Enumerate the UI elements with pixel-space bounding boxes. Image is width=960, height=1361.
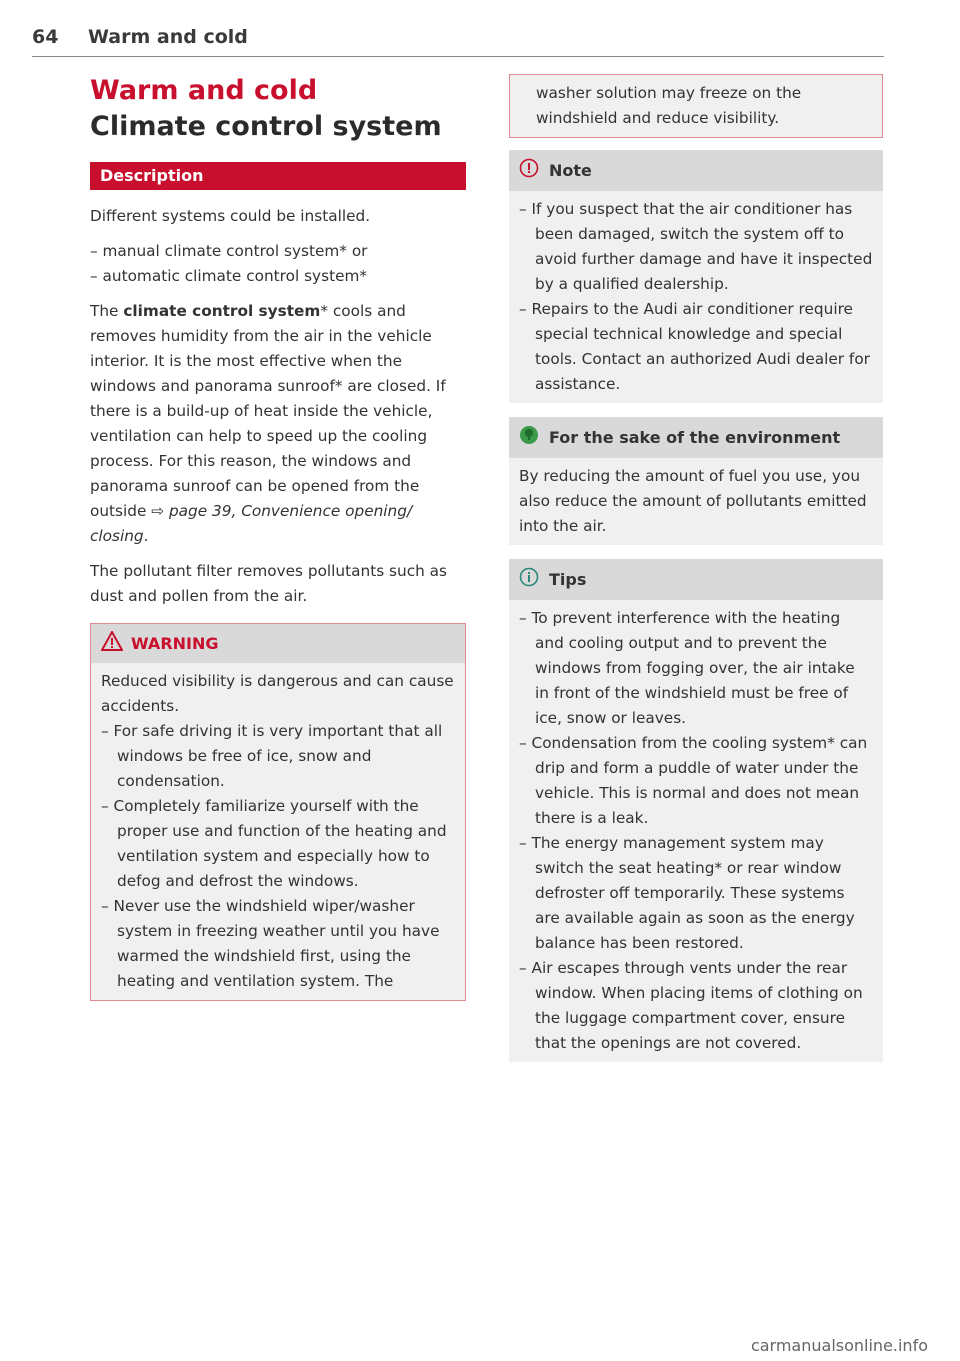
list-item: – automatic climate control system* <box>90 267 368 285</box>
warning-intro: Reduced visibility is dangerous and can cause accidents. <box>101 672 454 715</box>
environment-text: By reducing the amount of fuel you use, you also reduce the amount of pollutants emitted into the air. <box>519 467 867 535</box>
list-item: – To prevent interference with the heating and cooling output and to prevent the windows from fogging over, the air intake in front of the windshield must be free of ice, snow or leaves. <box>519 609 855 727</box>
section-title: Climate control system <box>90 111 442 142</box>
watermark: carmanualsonline.info <box>750 1336 928 1355</box>
warning-header <box>91 624 465 663</box>
right-column <box>509 74 883 1062</box>
para-lead: The <box>90 302 124 320</box>
list-item: – The energy management system may switch the seat heating* or rear window defroster off temporarily. These systems are available again as soon as the energy balance has been restored. <box>519 834 855 952</box>
environment-box <box>509 417 883 545</box>
warning-title: WARNING <box>131 633 219 653</box>
list-item: – If you suspect that the air conditioner has been damaged, switch the system off to avoid further damage and have it inspected by a qualified dealership. <box>519 200 873 293</box>
tips-list <box>519 606 873 1056</box>
note-title: Note <box>549 160 592 180</box>
running-header-section: Warm and cold <box>88 26 248 48</box>
intro-text: Different systems could be installed. <box>90 207 371 225</box>
tree-icon <box>519 425 539 450</box>
list-item: – For safe driving it is very important that all windows be free of ice, snow and condensation. <box>101 722 443 790</box>
warning-cont-text: washer solution may freeze on the windshield and reduce visibility. <box>536 84 802 127</box>
para-rest: * cools and removes humidity from the air in the vehicle interior. It is the most effective when the windows and panorama sunroof* are closed. If there is a build-up of heat inside the vehicle, ventilation can help to speed up the cooling process. For this reason, the windows and panorama sunroof can be opened from the outside <box>90 302 446 520</box>
tips-box <box>509 559 883 1062</box>
list-item: – manual climate control system* or <box>90 242 368 260</box>
warning-triangle-icon <box>101 631 123 656</box>
para-end: . <box>143 527 149 545</box>
note-box <box>509 150 883 403</box>
climate-paragraph <box>90 299 466 549</box>
warning-body <box>91 663 465 1000</box>
list-item: – Air escapes through vents under the rear window. When placing items of clothing on the luggage compartment cover, ensure that the openings are not covered. <box>519 959 863 1052</box>
para-bold-term: climate control system <box>123 302 321 320</box>
list-item: – Completely familiarize yourself with the proper use and function of the heating and ventilation system and especially how to defog and defrost the windows. <box>101 797 447 890</box>
filter-paragraph: The pollutant filter removes pollutants such as dust and pollen from the air. <box>90 562 448 605</box>
systems-list <box>90 239 466 289</box>
tips-title: Tips <box>549 569 587 589</box>
tips-header <box>509 559 883 600</box>
left-column <box>90 74 466 1001</box>
tips-body <box>509 600 883 1062</box>
note-body <box>509 191 883 403</box>
warning-continuation <box>509 74 883 138</box>
page-number: 64 <box>32 26 59 48</box>
environment-title: For the sake of the environment <box>549 427 841 447</box>
description-heading-bar: Description <box>90 162 466 190</box>
cross-reference-link[interactable]: ⇨ page 39, Convenience opening/ closing <box>90 502 413 545</box>
environment-body <box>509 458 883 545</box>
warning-list <box>101 719 455 994</box>
list-item: – Repairs to the Audi air conditioner require special technical knowledge and special tools. Contact an authorized Audi dealer for assistance. <box>519 300 870 393</box>
warning-box <box>90 623 466 1001</box>
list-item: – Condensation from the cooling system* can drip and form a puddle of water under the vehicle. This is normal and does not mean there is a leak. <box>519 734 868 827</box>
list-item: – Never use the windshield wiper/washer system in freezing weather until you have warmed the windshield first, using the heating and ventilation system. The <box>101 897 440 990</box>
environment-header <box>509 417 883 458</box>
info-circle-icon <box>519 567 539 592</box>
note-header <box>509 150 883 191</box>
note-list <box>519 197 873 397</box>
exclamation-circle-icon <box>519 158 539 183</box>
chapter-title: Warm and cold <box>90 75 318 106</box>
page-header <box>32 26 884 57</box>
